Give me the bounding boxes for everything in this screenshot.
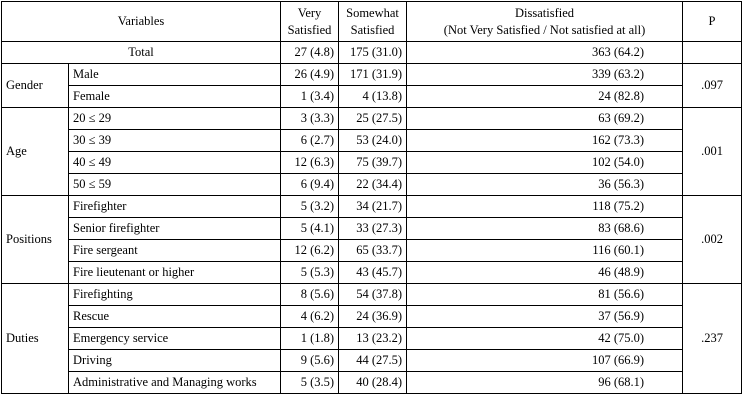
header-p: P: [683, 2, 742, 42]
header-row: [2, 2, 742, 42]
header-somewhat-line1: Somewhat: [346, 5, 399, 20]
cell-very: 5 (5.3): [281, 262, 339, 284]
total-row: [2, 42, 742, 64]
row-label: Rescue: [69, 306, 281, 328]
table-row: [2, 64, 742, 86]
cell-dissatisfied: 46 (48.9): [407, 262, 683, 284]
cell-dissatisfied: 96 (68.1): [407, 372, 683, 394]
row-label: Driving: [69, 350, 281, 372]
table-row: [2, 306, 742, 328]
table-row: [2, 240, 742, 262]
cell-very: 5 (3.2): [281, 196, 339, 218]
group-p-value: .002: [683, 196, 742, 284]
header-very-line1: Very: [297, 5, 322, 20]
cell-dissatisfied: 83 (68.6): [407, 218, 683, 240]
total-very: 27 (4.8): [281, 42, 339, 64]
cell-dissatisfied: 339 (63.2): [407, 64, 683, 86]
table-row: [2, 262, 742, 284]
header-dissatisfied: [407, 2, 683, 42]
table-row: [2, 86, 742, 108]
cell-somewhat: 75 (39.7): [339, 152, 407, 174]
row-label: Male: [69, 64, 281, 86]
cell-somewhat: 33 (27.3): [339, 218, 407, 240]
cell-dissatisfied: 102 (54.0): [407, 152, 683, 174]
cell-dissatisfied: 24 (82.8): [407, 86, 683, 108]
cell-very: 12 (6.2): [281, 240, 339, 262]
cell-dissatisfied: 37 (56.9): [407, 306, 683, 328]
cell-dissatisfied: 116 (60.1): [407, 240, 683, 262]
cell-somewhat: 22 (34.4): [339, 174, 407, 196]
header-variables: Variables: [2, 2, 281, 42]
table-row: [2, 152, 742, 174]
table-row: [2, 372, 742, 394]
group-label: Gender: [2, 64, 69, 108]
satisfaction-table: [1, 1, 742, 394]
cell-somewhat: 13 (23.2): [339, 328, 407, 350]
cell-very: 5 (3.5): [281, 372, 339, 394]
row-label: Administrative and Managing works: [69, 372, 281, 394]
row-label: Fire lieutenant or higher: [69, 262, 281, 284]
group-p-value: .097: [683, 64, 742, 108]
cell-dissatisfied: 107 (66.9): [407, 350, 683, 372]
row-label: Firefighter: [69, 196, 281, 218]
cell-very: 5 (4.1): [281, 218, 339, 240]
cell-very: 6 (2.7): [281, 130, 339, 152]
group-p-value: .237: [683, 284, 742, 394]
group-label: Positions: [2, 196, 69, 284]
cell-very: 1 (1.8): [281, 328, 339, 350]
row-label: Firefighting: [69, 284, 281, 306]
table-row: [2, 328, 742, 350]
row-label: 30 ≤ 39: [69, 130, 281, 152]
header-somewhat-line2: Satisfied: [350, 22, 395, 37]
row-label: Female: [69, 86, 281, 108]
cell-very: 6 (9.4): [281, 174, 339, 196]
cell-very: 3 (3.3): [281, 108, 339, 130]
table-row: [2, 350, 742, 372]
cell-dissatisfied: 42 (75.0): [407, 328, 683, 350]
cell-dissatisfied: 118 (75.2): [407, 196, 683, 218]
table-row: [2, 196, 742, 218]
table-row: [2, 130, 742, 152]
header-dissatisfied-line1: Dissatisfied: [515, 5, 575, 20]
cell-very: 4 (6.2): [281, 306, 339, 328]
cell-dissatisfied: 63 (69.2): [407, 108, 683, 130]
total-label: Total: [2, 42, 281, 64]
row-label: Emergency service: [69, 328, 281, 350]
cell-very: 26 (4.9): [281, 64, 339, 86]
row-label: 20 ≤ 29: [69, 108, 281, 130]
cell-somewhat: 53 (24.0): [339, 130, 407, 152]
row-label: 40 ≤ 49: [69, 152, 281, 174]
cell-very: 12 (6.3): [281, 152, 339, 174]
cell-somewhat: 54 (37.8): [339, 284, 407, 306]
table-row: [2, 284, 742, 306]
table-row: [2, 174, 742, 196]
group-label: Age: [2, 108, 69, 196]
total-dissatisfied: 363 (64.2): [407, 42, 683, 64]
cell-somewhat: 34 (21.7): [339, 196, 407, 218]
row-label: 50 ≤ 59: [69, 174, 281, 196]
group-p-value: .001: [683, 108, 742, 196]
group-label: Duties: [2, 284, 69, 394]
cell-dissatisfied: 36 (56.3): [407, 174, 683, 196]
cell-very: 1 (3.4): [281, 86, 339, 108]
cell-dissatisfied: 81 (56.6): [407, 284, 683, 306]
cell-dissatisfied: 162 (73.3): [407, 130, 683, 152]
cell-very: 8 (5.6): [281, 284, 339, 306]
cell-somewhat: 43 (45.7): [339, 262, 407, 284]
cell-somewhat: 171 (31.9): [339, 64, 407, 86]
cell-somewhat: 40 (28.4): [339, 372, 407, 394]
total-somewhat: 175 (31.0): [339, 42, 407, 64]
table-row: [2, 218, 742, 240]
cell-somewhat: 24 (36.9): [339, 306, 407, 328]
row-label: Senior firefighter: [69, 218, 281, 240]
cell-very: 9 (5.6): [281, 350, 339, 372]
cell-somewhat: 25 (27.5): [339, 108, 407, 130]
header-very-line2: Satisfied: [287, 22, 332, 37]
cell-somewhat: 4 (13.8): [339, 86, 407, 108]
table-row: [2, 108, 742, 130]
header-very-satisfied: [281, 2, 339, 42]
header-dissatisfied-line2: (Not Very Satisfied / Not satisfied at all): [443, 22, 646, 37]
cell-somewhat: 44 (27.5): [339, 350, 407, 372]
row-label: Fire sergeant: [69, 240, 281, 262]
cell-somewhat: 65 (33.7): [339, 240, 407, 262]
header-somewhat-satisfied: [339, 2, 407, 42]
total-p: [683, 42, 742, 64]
